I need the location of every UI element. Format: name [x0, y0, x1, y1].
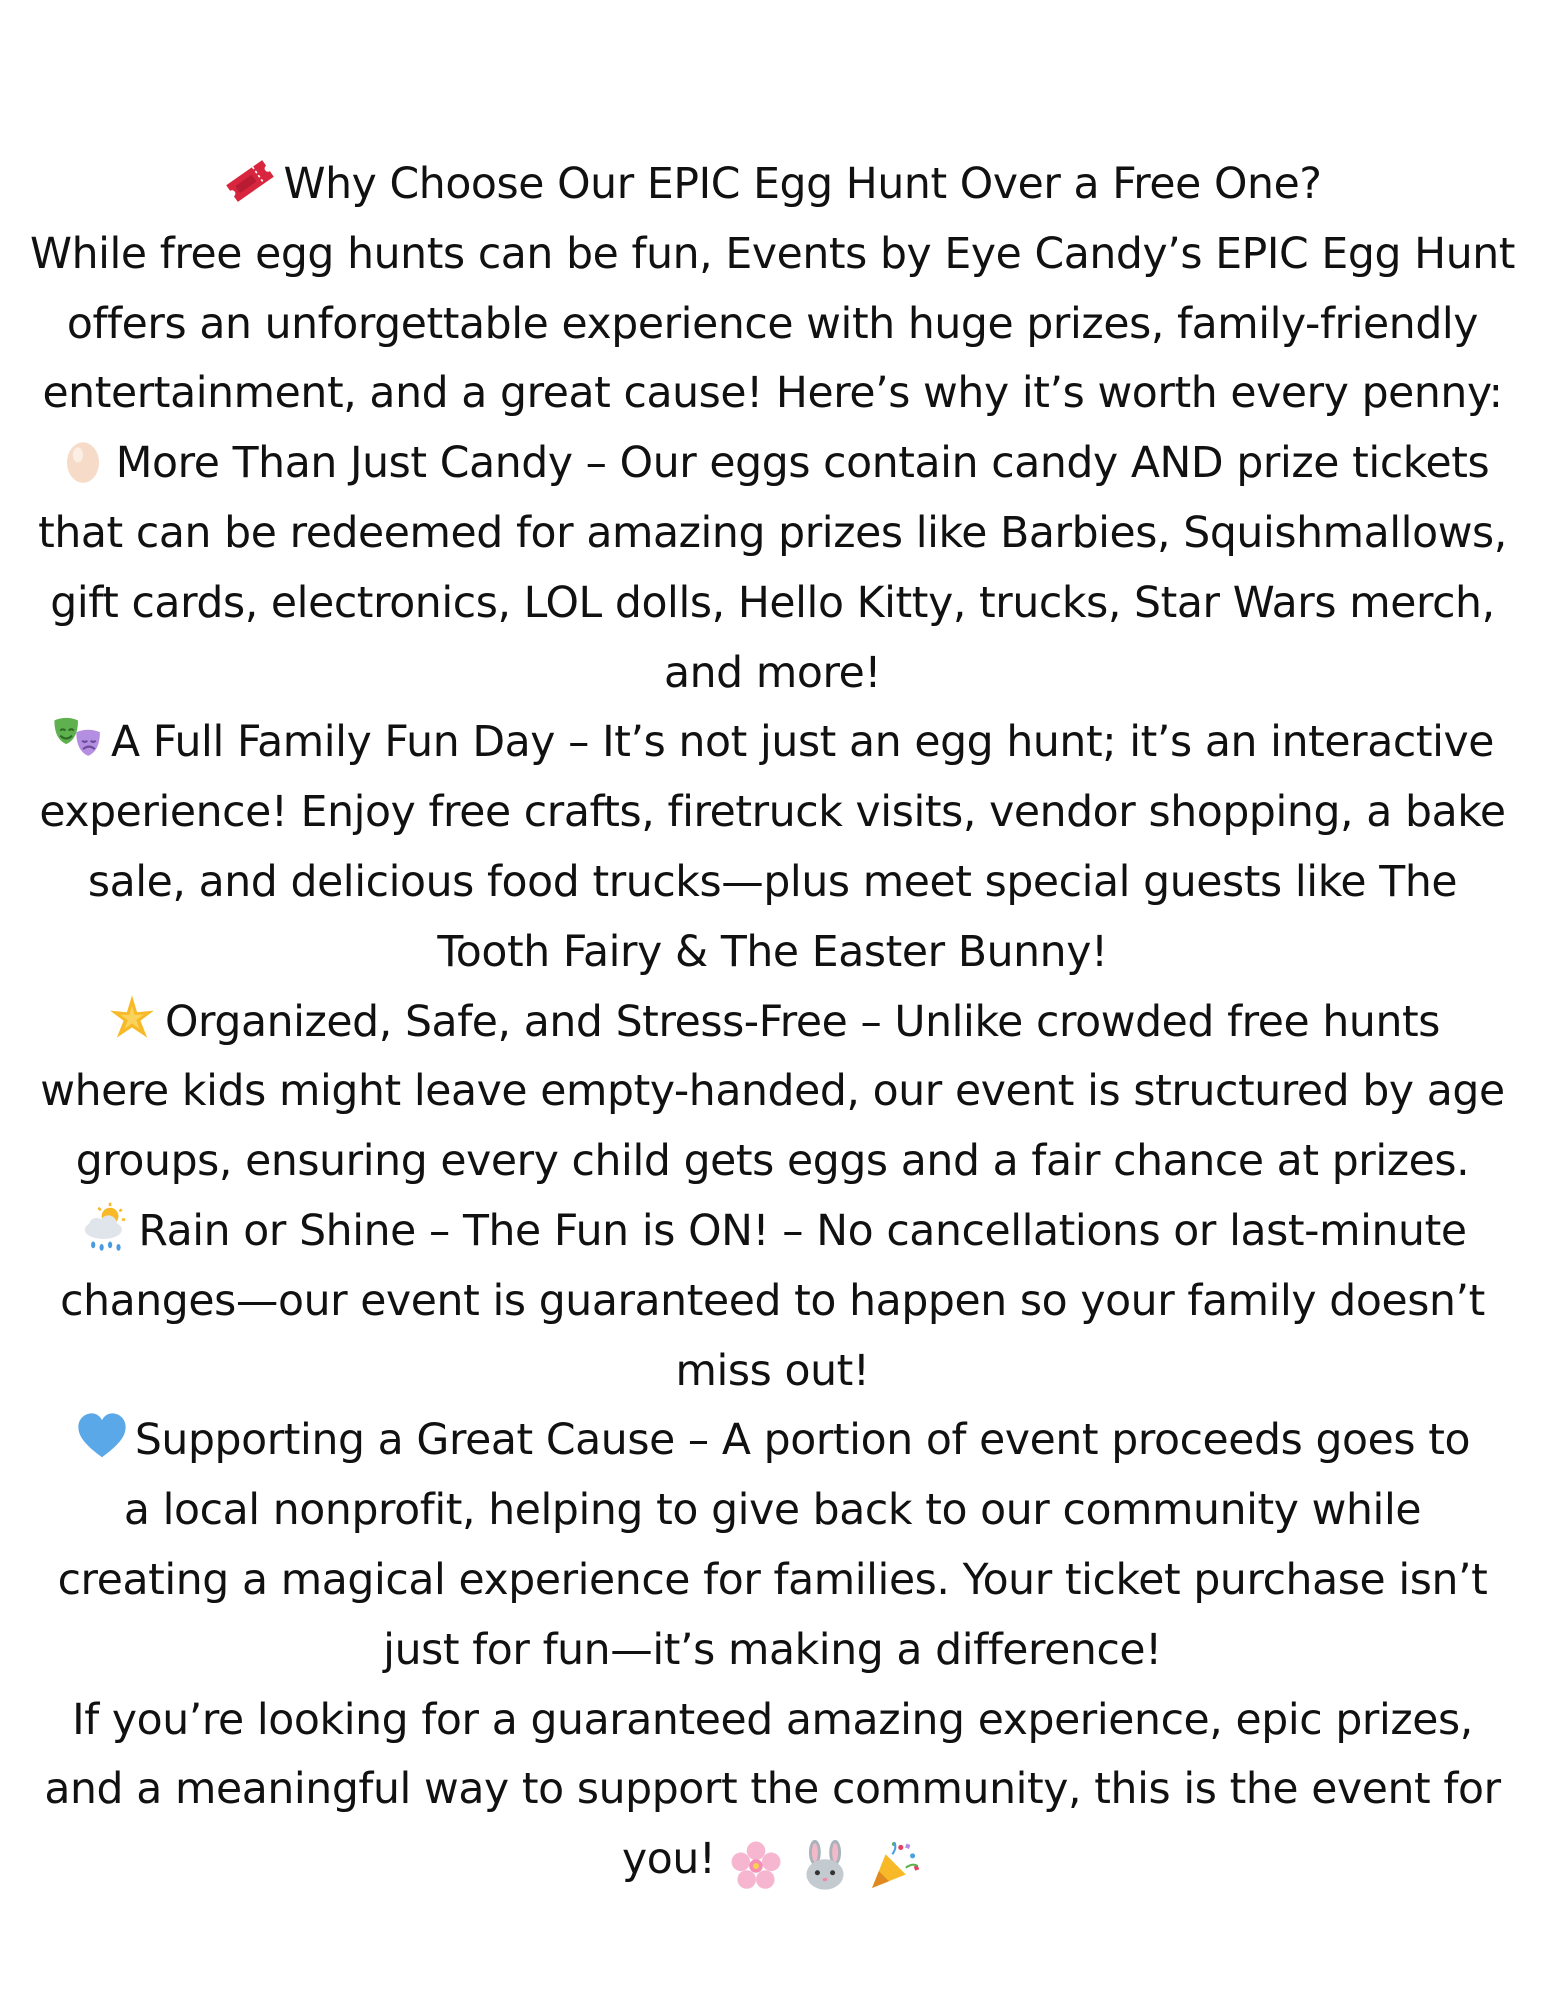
point-line: miss out! — [675, 1346, 870, 1396]
intro-line: While free egg hunts can be fun, Events by Eye Candy’s EPIC Egg Hunt — [29, 229, 1516, 279]
glowing-star-icon — [105, 992, 159, 1046]
sun-behind-rain-cloud-icon — [78, 1201, 132, 1255]
closing-emojis — [729, 1835, 923, 1905]
heading-text: Why Choose Our EPIC Egg Hunt Over a Free One? — [283, 160, 1322, 209]
closing-line: you! — [0, 1825, 1545, 1905]
point-line: a local nonprofit, helping to give back to our community while — [123, 1486, 1422, 1536]
party-popper-icon — [867, 1839, 921, 1893]
point-line: creating a magical experience for families. Your ticket purchase isn’t — [57, 1555, 1488, 1605]
heading-line — [0, 150, 1545, 220]
closing-line: and a meaningful way to support the community, this is the event for — [44, 1765, 1501, 1815]
point-line: changes—our event is guaranteed to happen so your family doesn’t — [60, 1276, 1485, 1326]
intro-line: offers an unforgettable experience with huge prizes, family-friendly — [66, 299, 1479, 349]
ticket-icon — [223, 154, 277, 208]
point-line: and more! — [664, 648, 881, 698]
point-line: just for fun—it’s making a difference! — [383, 1625, 1162, 1675]
point-line: Organized, Safe, and Stress-Free – Unlike crowded free hunts — [0, 988, 1545, 1058]
blue-heart-icon — [75, 1410, 129, 1464]
intro-line: entertainment, and a great cause! Here’s why it’s worth every penny: — [42, 369, 1503, 419]
point-line: gift cards, electronics, LOL dolls, Hello Kitty, trucks, Star Wars merch, — [50, 578, 1495, 628]
point-line: groups, ensuring every child gets eggs and a fair chance at prizes. — [75, 1137, 1470, 1187]
point-line: A Full Family Fun Day – It’s not just an egg hunt; it’s an interactive — [0, 708, 1545, 778]
point-line: where kids might leave empty-handed, our event is structured by age — [40, 1067, 1505, 1117]
flyer-text-block — [0, 150, 1545, 1905]
point-line: sale, and delicious food trucks—plus meet special guests like The — [87, 857, 1458, 907]
point-line: experience! Enjoy free crafts, firetruck visits, vendor shopping, a bake — [39, 788, 1506, 838]
point-line: Rain or Shine – The Fun is ON! – No cancellations or last-minute — [0, 1197, 1545, 1267]
point-line: Tooth Fairy & The Easter Bunny! — [437, 927, 1108, 977]
cherry-blossom-icon — [729, 1839, 783, 1893]
point-line: More Than Just Candy – Our eggs contain candy AND prize tickets — [0, 429, 1545, 499]
point-line: Supporting a Great Cause – A portion of event proceeds goes to — [0, 1406, 1545, 1476]
closing-line: If you’re looking for a guaranteed amazing experience, epic prizes, — [72, 1695, 1473, 1745]
point-line: that can be redeemed for amazing prizes like Barbies, Squishmallows, — [38, 508, 1507, 558]
theater-masks-icon — [51, 712, 105, 766]
rabbit-face-icon — [798, 1839, 852, 1893]
egg-icon — [56, 433, 110, 487]
